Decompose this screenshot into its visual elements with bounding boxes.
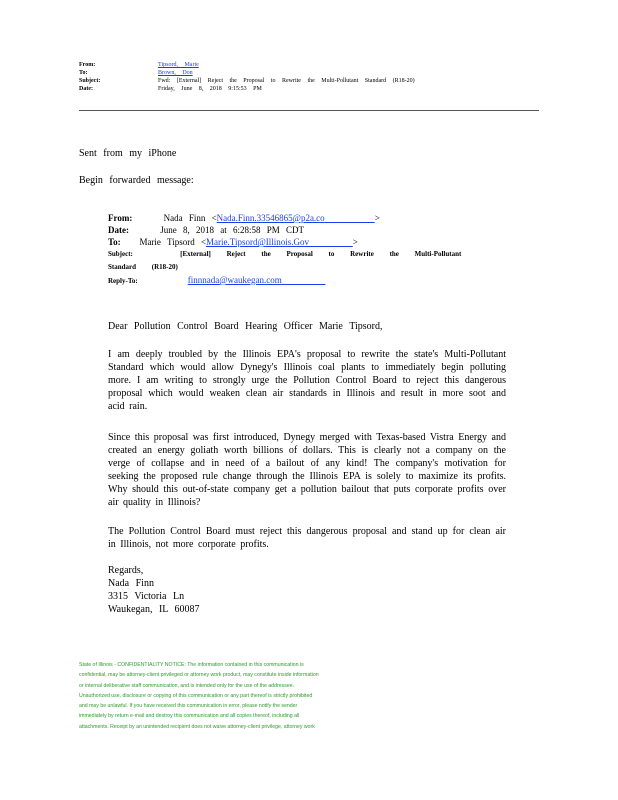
signature — [108, 564, 200, 616]
to-row — [79, 69, 549, 77]
fwd-from-row — [108, 212, 508, 224]
fwd-from-label: From: — [108, 213, 133, 223]
from-value[interactable]: Tipsord, Marie — [158, 62, 199, 68]
body-paragraph-3: The Pollution Control Board must reject this dangerous proposal and stand up for clean air in Illinois, not more corporate profits. — [108, 526, 506, 550]
to-label: To: — [79, 70, 88, 76]
fwd-subject-row-2 — [108, 261, 508, 274]
to-value[interactable]: Brown, Don — [158, 70, 193, 76]
fwd-to-close: > — [352, 237, 358, 247]
date-value: Friday, June 8, 2018 9:15:53 PM — [158, 86, 262, 92]
notice-line: immediately by return e-mail and destroy this communication and all copies thereof, including all — [79, 713, 300, 720]
fwd-date-value: June 8, 2018 at 6:28:58 PM CDT — [160, 225, 305, 235]
fwd-date-label: Date: — [108, 225, 129, 235]
fwd-replyto-email[interactable]: finnnada@waukegan.com — [187, 275, 282, 285]
fwd-subject-row — [108, 248, 508, 261]
fwd-to-label: To: — [108, 237, 121, 247]
from-row — [79, 61, 549, 69]
fwd-subject-label: Subject: — [108, 250, 133, 258]
date-row — [79, 85, 549, 93]
sent-from-line: Sent from my iPhone — [79, 148, 177, 159]
notice-line: and may be unlawful. If you have received this communication in error, please notify the sender — [79, 703, 298, 710]
signature-closing: Regards, — [108, 565, 144, 576]
fwd-to-name: Marie Tipsord < — [139, 237, 207, 247]
notice-line: attachments. Receipt by an unintended recipient does not waive attorney-client privilege, attorney work — [79, 723, 315, 730]
subject-label: Subject: — [79, 78, 101, 84]
confidentiality-notice — [79, 660, 359, 732]
header-divider — [79, 110, 539, 111]
signature-city: Waukegan, IL 60087 — [108, 604, 200, 615]
fwd-subject-line2: Standard (R18-20) — [108, 263, 178, 271]
notice-line: confidential, may be attorney-client privileged or attorney work product, may constitute inside information — [79, 672, 319, 679]
notice-line: State of Illinois - CONFIDENTIALITY NOTICE: The information contained in this communication is — [79, 662, 304, 668]
fwd-date-row — [108, 224, 508, 236]
fwd-replyto-row — [108, 274, 508, 287]
forwarded-header — [108, 212, 508, 287]
subject-row — [79, 77, 549, 85]
begin-forwarded-line: Begin forwarded message: — [79, 175, 194, 186]
email-header — [79, 61, 549, 93]
fwd-from-close: > — [374, 213, 380, 223]
from-label: From: — [79, 62, 96, 68]
body-paragraph-2: Since this proposal was first introduced, Dynegy merged with Texas-based Vistra Energy and created an energy goliath worth billions of dollars. This is clearly not a company on the verge of collapse and in need of a bailout of any kind! The company's motivation for seeking the proposed rule change through the Illinois EPA is solely to maximize its profits. Why should this out-of-state company get a pollution bailout that puts corporate profits over air quality in Illinois? — [108, 432, 506, 508]
fwd-subject-line1: [External] Reject the Proposal to Rewrite the Multi-Pollutant — [180, 250, 462, 258]
notice-line: Unauthorized use, disclosure or copying of this communication or any part thereof is strictly prohibited — [79, 692, 313, 699]
subject-value: Fwd: [External] Reject the Proposal to Rewrite the Multi-Pollutant Standard (R18-20) — [158, 78, 415, 84]
fwd-replyto-label: Reply-To: — [108, 277, 138, 285]
fwd-from-email[interactable]: Nada.Finn.33546865@p2a.co — [216, 213, 325, 223]
date-label: Date: — [79, 86, 93, 92]
greeting: Dear Pollution Control Board Hearing Officer Marie Tipsord, — [108, 321, 383, 332]
fwd-to-row — [108, 236, 508, 248]
signature-name: Nada Finn — [108, 578, 154, 589]
signature-street: 3315 Victoria Ln — [108, 591, 185, 602]
notice-line: or internal deliberative staff communication, and is intended only for the use of the addressee. — [79, 682, 295, 689]
body-paragraph-1: I am deeply troubled by the Illinois EPA's proposal to rewrite the state's Multi-Pollutant Standard which would allow Dynegy's Illinois coal plants to immediately begin polluting more. I am writing to strongly urge the Pollution Control Board to reject this dangerous proposal which would weaken clean air standards in Illinois and result in more soot and acid rain. — [108, 349, 506, 412]
fwd-from-name: Nada Finn < — [163, 213, 217, 223]
fwd-to-email[interactable]: Marie.Tipsord@Illinois.Gov — [206, 237, 309, 247]
